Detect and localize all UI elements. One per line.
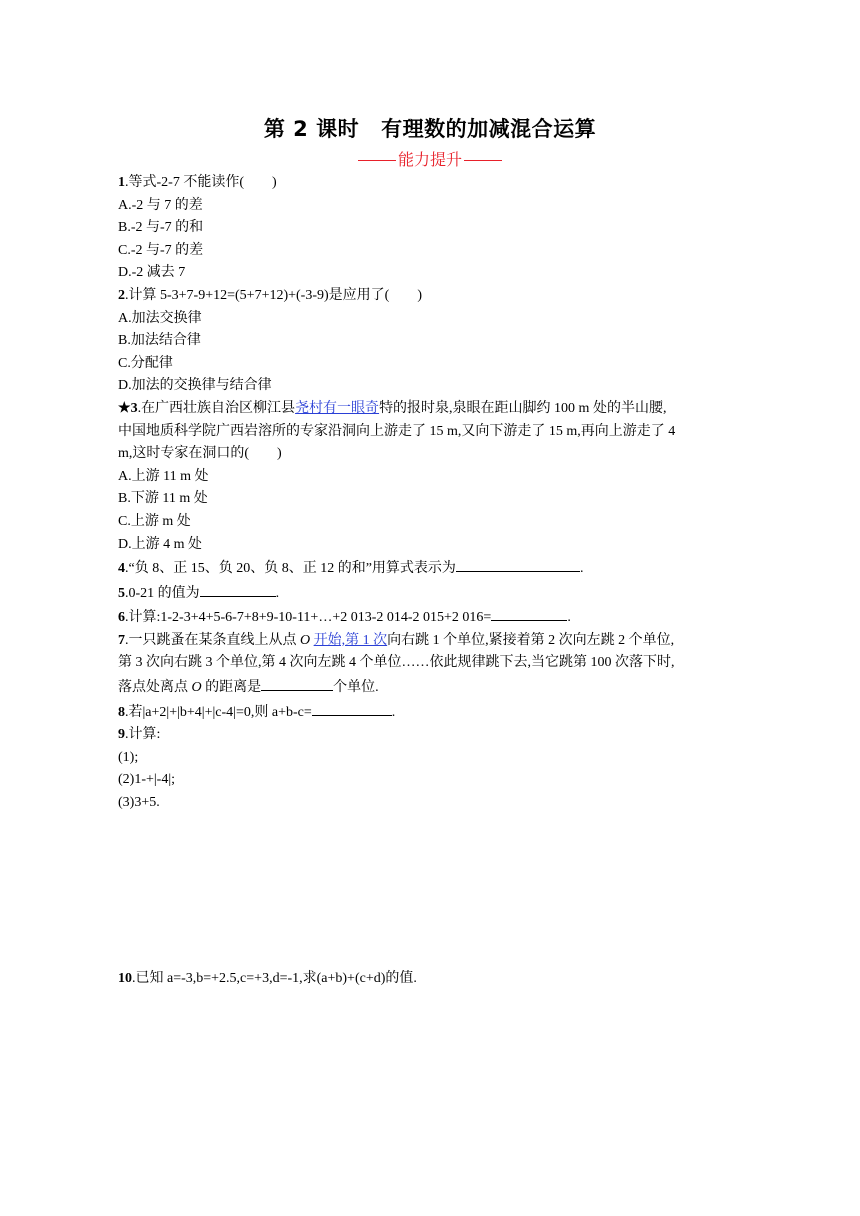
q2-option-c: C.分配律 <box>118 355 173 371</box>
q3-option-b: B.下游 11 m 处 <box>118 491 208 507</box>
lesson-number: 第 2 课时 <box>263 117 360 141</box>
q3-option-a: A.上游 11 m 处 <box>118 468 209 484</box>
q3-option-c: C.上游 m 处 <box>118 513 191 529</box>
q3-line-2: 中国地质科学院广西岩溶所的专家沿洞向上游走了 15 m,又向下游走了 15 m,再向上游走了 4 <box>118 423 676 439</box>
question-4: 4.“负 8、正 15、负 20、负 8、正 12 的和”用算式表示为 . <box>118 556 743 581</box>
question-9: 9.计算: <box>118 727 161 743</box>
question-7: 7.一只跳蚤在某条直线上从点 O 开始,第 1 次向右跳 1 个单位,紧接着第 2 次向左跳 2 个单位, <box>118 632 675 648</box>
question-8: 8.若|a+2|+|b+4|+|c-4|=0,则 a+b-c= . <box>118 700 743 725</box>
q9-part-1: (1); <box>118 749 139 765</box>
answer-blank <box>261 675 333 691</box>
q2-option-a: A.加法交换律 <box>118 310 202 326</box>
question-2: 2.计算 5-3+7-9+12=(5+7+12)+(-3-9)是应用了( ) <box>118 287 422 303</box>
q9-part-2: (2)1-+|-4|; <box>118 772 176 788</box>
answer-blank <box>200 581 276 597</box>
q1-option-b: B.-2 与-7 的和 <box>118 220 204 236</box>
q9-part-3: (3)3+5. <box>118 795 160 811</box>
star-icon: ★ <box>118 400 131 416</box>
q3-line-3: m,这时专家在洞口的( ) <box>118 446 282 462</box>
q1-option-d: D.-2 减去 7 <box>118 265 186 281</box>
q1-option-a: A.-2 与 7 的差 <box>118 197 203 213</box>
q7-line-3: 落点处离点 O 的距离是 个单位. <box>118 675 743 700</box>
exercise-list <box>118 172 743 990</box>
section-subtitle <box>0 147 860 170</box>
q7-link[interactable]: 开始,第 1 次 <box>313 632 388 648</box>
answer-blank <box>456 556 580 572</box>
question-6: 6.计算:1-2-3+4+5-6-7+8+9-10-11+…+2 013-2 014-2 015+2 016= . <box>118 605 743 630</box>
q3-link[interactable]: 尧村有一眼奇 <box>295 400 380 416</box>
answer-space <box>118 815 743 968</box>
question-5: 5.0-21 的值为 . <box>118 581 743 606</box>
subtitle-rule-left <box>358 160 396 161</box>
q3-option-d: D.上游 4 m 处 <box>118 536 202 552</box>
answer-blank <box>491 605 567 621</box>
question-3: ★3.在广西壮族自治区柳江县尧村有一眼奇特的报时泉,泉眼在距山脚约 100 m 处的半山腰, <box>118 400 667 416</box>
lesson-topic: 有理数的加减混合运算 <box>381 117 597 141</box>
question-1: 1.等式-2-7 不能读作( ) <box>118 175 277 190</box>
q7-line-2: 第 3 次向右跳 3 个单位,第 4 次向左跳 4 个单位……依此规律跳下去,当它跳第 100 次落下时, <box>118 655 675 671</box>
subtitle-rule-right <box>464 160 502 161</box>
question-10: 10.已知 a=-3,b=+2.5,c=+3,d=-1,求(a+b)+(c+d)的值. <box>118 970 417 986</box>
q2-option-b: B.加法结合律 <box>118 333 201 349</box>
answer-blank <box>312 700 392 716</box>
q1-option-c: C.-2 与-7 的差 <box>118 242 204 258</box>
subtitle-text: 能力提升 <box>397 150 462 169</box>
page-title <box>0 113 860 143</box>
q2-option-d: D.加法的交换律与结合律 <box>118 378 272 394</box>
